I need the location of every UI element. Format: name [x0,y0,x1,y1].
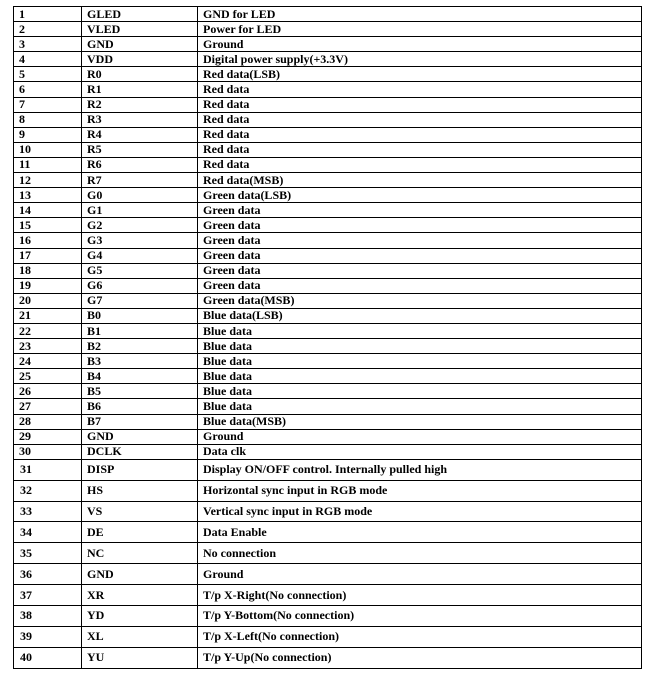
pin-symbol-cell: R3 [82,112,198,127]
pin-number-cell: 40 [14,647,82,668]
table-row [14,429,642,444]
pin-number-cell: 35 [14,543,82,564]
pin-table-body [14,7,642,669]
pin-symbol-cell: YU [82,647,198,668]
table-row [14,501,642,522]
pin-number-cell: 14 [14,203,82,218]
table-row [14,82,642,97]
table-row [14,339,642,354]
pin-symbol-cell: R2 [82,97,198,112]
pin-number-cell: 2 [14,22,82,37]
table-row [14,480,642,501]
pin-symbol-cell: G4 [82,248,198,263]
pin-number-cell: 3 [14,37,82,52]
pin-description-cell: Green data [198,248,642,263]
pin-description-cell: Blue data [198,354,642,369]
pin-symbol-cell: R4 [82,127,198,142]
pin-symbol-cell: G2 [82,218,198,233]
pin-symbol-cell: G6 [82,278,198,293]
pin-symbol-cell: B6 [82,399,198,414]
table-row [14,173,642,188]
pin-description-cell: Vertical sync input in RGB mode [198,501,642,522]
pin-symbol-cell: VS [82,501,198,522]
table-row [14,384,642,399]
pin-description-cell: Blue data [198,323,642,338]
pin-description-cell: Power for LED [198,22,642,37]
pin-description-cell: Red data [198,142,642,157]
table-row [14,293,642,308]
pin-description-cell: Red data [198,82,642,97]
pin-number-cell: 19 [14,278,82,293]
table-row [14,52,642,67]
table-row [14,564,642,585]
pin-description-cell: Green data(MSB) [198,293,642,308]
pin-symbol-cell: G5 [82,263,198,278]
pin-description-cell: GND for LED [198,7,642,22]
pin-symbol-cell: DCLK [82,444,198,459]
pin-symbol-cell: XL [82,626,198,647]
pin-symbol-cell: GLED [82,7,198,22]
pin-number-cell: 26 [14,384,82,399]
pin-number-cell: 38 [14,606,82,627]
pin-number-cell: 28 [14,414,82,429]
pin-symbol-cell: B1 [82,323,198,338]
pin-description-cell: Display ON/OFF control. Internally pulled high [198,459,642,480]
table-row [14,626,642,647]
pin-number-cell: 17 [14,248,82,263]
table-row [14,218,642,233]
pin-description-cell: Green data [198,218,642,233]
pin-number-cell: 10 [14,142,82,157]
pin-number-cell: 22 [14,323,82,338]
pin-number-cell: 5 [14,67,82,82]
table-row [14,585,642,606]
pin-description-cell: Green data [198,203,642,218]
table-row [14,142,642,157]
pin-description-cell: Ground [198,37,642,52]
pin-symbol-cell: GND [82,564,198,585]
table-row [14,647,642,668]
pin-number-cell: 12 [14,173,82,188]
table-row [14,67,642,82]
pin-symbol-cell: B0 [82,308,198,323]
pin-description-cell: Red data [198,112,642,127]
pin-description-cell: Red data(LSB) [198,67,642,82]
pin-description-cell: Red data(MSB) [198,173,642,188]
table-row [14,97,642,112]
table-row [14,399,642,414]
table-row [14,22,642,37]
pin-number-cell: 34 [14,522,82,543]
table-row [14,127,642,142]
table-row [14,37,642,52]
pin-number-cell: 36 [14,564,82,585]
table-row [14,444,642,459]
table-row [14,543,642,564]
pin-description-cell: T/p Y-Up(No connection) [198,647,642,668]
pin-symbol-cell: B3 [82,354,198,369]
table-row [14,248,642,263]
pin-symbol-cell: XR [82,585,198,606]
table-row [14,233,642,248]
pin-symbol-cell: B2 [82,339,198,354]
table-row [14,308,642,323]
pin-symbol-cell: R1 [82,82,198,97]
table-row [14,522,642,543]
pin-number-cell: 11 [14,157,82,172]
pin-description-cell: Red data [198,157,642,172]
pin-number-cell: 16 [14,233,82,248]
pin-description-cell: Digital power supply(+3.3V) [198,52,642,67]
pin-number-cell: 23 [14,339,82,354]
pin-number-cell: 24 [14,354,82,369]
pin-number-cell: 18 [14,263,82,278]
table-row [14,414,642,429]
pin-description-cell: T/p Y-Bottom(No connection) [198,606,642,627]
table-row [14,157,642,172]
pin-symbol-cell: HS [82,480,198,501]
pin-number-cell: 7 [14,97,82,112]
pin-description-cell: Green data [198,233,642,248]
pin-number-cell: 29 [14,429,82,444]
pin-definition-table [13,6,642,669]
pin-description-cell: Data clk [198,444,642,459]
table-row [14,188,642,203]
table-row [14,354,642,369]
pin-description-cell: Red data [198,127,642,142]
pin-description-cell: Blue data [198,369,642,384]
pin-description-cell: Horizontal sync input in RGB mode [198,480,642,501]
pin-description-cell: Blue data(LSB) [198,308,642,323]
pin-symbol-cell: G3 [82,233,198,248]
pin-symbol-cell: G7 [82,293,198,308]
pin-number-cell: 37 [14,585,82,606]
pin-number-cell: 30 [14,444,82,459]
pin-description-cell: Ground [198,564,642,585]
pin-number-cell: 21 [14,308,82,323]
pin-description-cell: Ground [198,429,642,444]
pin-description-cell: Green data [198,263,642,278]
pin-number-cell: 27 [14,399,82,414]
pin-symbol-cell: VDD [82,52,198,67]
pin-description-cell: Blue data [198,384,642,399]
table-row [14,203,642,218]
pin-description-cell: Green data [198,278,642,293]
pin-symbol-cell: G0 [82,188,198,203]
pin-number-cell: 4 [14,52,82,67]
pin-symbol-cell: GND [82,429,198,444]
pin-symbol-cell: R5 [82,142,198,157]
pin-description-cell: Blue data [198,399,642,414]
table-row [14,459,642,480]
table-row [14,278,642,293]
table-row [14,369,642,384]
pin-symbol-cell: B7 [82,414,198,429]
table-row [14,7,642,22]
pin-description-cell: Blue data [198,339,642,354]
pin-number-cell: 20 [14,293,82,308]
pin-symbol-cell: DISP [82,459,198,480]
pin-symbol-cell: VLED [82,22,198,37]
pin-symbol-cell: R6 [82,157,198,172]
pin-description-cell: Blue data(MSB) [198,414,642,429]
pin-symbol-cell: NC [82,543,198,564]
pin-symbol-cell: B4 [82,369,198,384]
pin-number-cell: 9 [14,127,82,142]
table-row [14,323,642,338]
pin-number-cell: 1 [14,7,82,22]
pin-description-cell: T/p X-Right(No connection) [198,585,642,606]
table-row [14,606,642,627]
pin-number-cell: 6 [14,82,82,97]
pin-number-cell: 8 [14,112,82,127]
pin-symbol-cell: GND [82,37,198,52]
pin-number-cell: 15 [14,218,82,233]
pin-number-cell: 25 [14,369,82,384]
pin-description-cell: Red data [198,97,642,112]
pin-number-cell: 32 [14,480,82,501]
pin-description-cell: Data Enable [198,522,642,543]
pin-description-cell: Green data(LSB) [198,188,642,203]
pin-symbol-cell: DE [82,522,198,543]
table-row [14,263,642,278]
pin-number-cell: 31 [14,459,82,480]
pin-number-cell: 39 [14,626,82,647]
pin-symbol-cell: R0 [82,67,198,82]
pin-symbol-cell: YD [82,606,198,627]
table-row [14,112,642,127]
pin-symbol-cell: B5 [82,384,198,399]
pin-description-cell: T/p X-Left(No connection) [198,626,642,647]
pin-number-cell: 33 [14,501,82,522]
pin-symbol-cell: R7 [82,173,198,188]
pin-number-cell: 13 [14,188,82,203]
pin-symbol-cell: G1 [82,203,198,218]
pin-description-cell: No connection [198,543,642,564]
